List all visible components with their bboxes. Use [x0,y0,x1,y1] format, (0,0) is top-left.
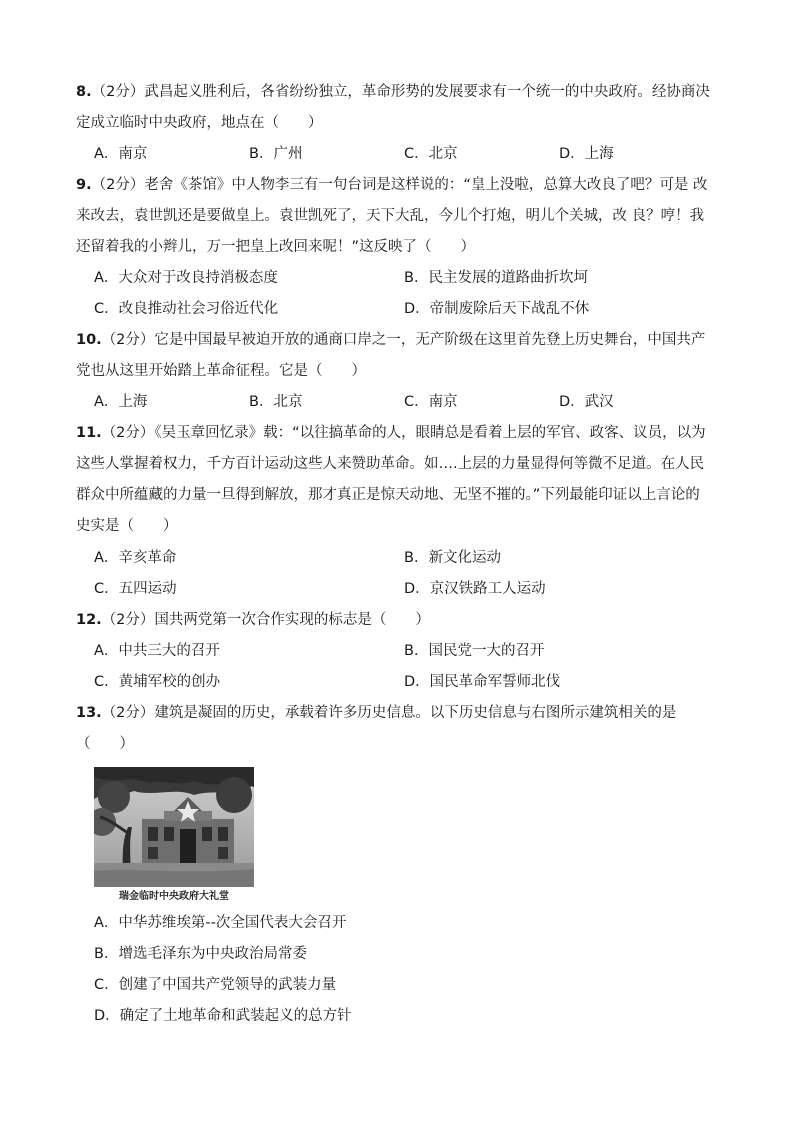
option-b[interactable]: B．广州 [249,146,303,162]
question-score: （2分） [101,425,155,441]
question-text-line: 还留着我的小辫儿，万一把皇上改回来呢！”这反映了（ ） [76,239,476,255]
option-b[interactable]: B．北京 [249,394,303,410]
options-8 [94,139,694,170]
question-text-line: 来改去，袁世凯还是要做皇上。袁世凯死了，天下大乱，今儿个打炮，明儿个关城，改 良？哼！我 [76,208,705,224]
option-c[interactable]: C．黄埔军校的创办 [94,674,221,690]
option-d[interactable]: D．确定了土地革命和武装起义的总方针 [94,1008,352,1024]
question-text-line: 党也从这里开始踏上革命征程。它是（ ） [76,363,366,379]
building-photo [94,767,254,887]
figure-caption: 瑞金临时中央政府大礼堂 [119,891,229,902]
question-text-line: 《吴玉章回忆录》载：“以往搞革命的人，眼睛总是看着上层的军官、政客、议员，以为 [154,425,706,441]
question-text-line: 这些人掌握着权力，千方百计运动这些人来赞助革命。如….上层的力量显得何等微不足道。在人民 [76,456,705,472]
question-text-line: 老舍《茶馆》中人物李三有一句台词是这样说的：“皇上没啦，总算大改良了吧？可是 改 [144,177,708,193]
question-score: （2分） [91,177,145,193]
options-12-row-2 [94,667,714,698]
option-a[interactable]: A．上海 [94,394,148,410]
question-text-line: 它是中国最早被迫开放的通商口岸之一，无产阶级在这里首先登上历史舞台，中国共产 [154,332,706,348]
question-text-line: 史实是（ ） [76,518,178,534]
options-9-row-2 [94,294,714,325]
option-a[interactable]: A．大众对于改良持消极态度 [94,270,278,286]
building-figure [94,767,254,907]
question-number: 8. [76,84,92,100]
option-b[interactable]: B．新文化运动 [404,550,501,566]
question-text-line: 群众中所蕴藏的力量一旦得到解放，那才真正是惊天动地、无坚不摧的。”下列最能印证以上言论的 [76,487,700,503]
options-12-row-1 [94,636,714,667]
option-b[interactable]: B．增选毛泽东为中央政治局常委 [94,946,307,962]
question-score: （2分） [101,332,155,348]
option-d[interactable]: D．帝制废除后天下战乱不休 [404,301,590,317]
question-10 [76,325,721,387]
option-c[interactable]: C．北京 [404,146,458,162]
option-a[interactable]: A．中共三大的召开 [94,643,220,659]
question-11 [76,418,721,542]
question-8 [76,77,721,139]
option-a[interactable]: A．南京 [94,146,148,162]
options-11-row-2 [94,574,714,605]
question-number: 12. [76,612,102,628]
option-a[interactable]: A．中华苏维埃第--次全国代表大会召开 [94,915,347,931]
option-c[interactable]: C．改良推动社会习俗近代化 [94,301,279,317]
question-number: 11. [76,425,102,441]
question-number: 13. [76,705,102,721]
option-b[interactable]: B．民主发展的道路曲折坎坷 [404,270,588,286]
option-d[interactable]: D．上海 [559,146,614,162]
question-score: （2分） [91,84,145,100]
option-c[interactable]: C．创建了中国共产党领导的武装力量 [94,977,337,993]
options-11-row-1 [94,543,714,574]
question-text-line: 国共两党第一次合作实现的标志是（ ） [154,612,430,628]
question-text-line: （ ） [76,736,134,752]
option-c[interactable]: C．南京 [404,394,458,410]
option-d[interactable]: D．武汉 [559,394,614,410]
question-text-line: 定成立临时中央政府，地点在（ ） [76,115,323,131]
options-9-row-1 [94,263,714,294]
question-text-line: 武昌起义胜利后，各省纷纷独立，革命形势的发展要求有一个统一的中央政府。经协商决 [144,84,710,100]
option-a[interactable]: A．辛亥革命 [94,550,177,566]
question-score: （2分） [101,705,155,721]
question-score: （2分） [101,612,155,628]
option-d[interactable]: D．国民革命军誓师北伐 [404,674,561,690]
question-text-line: 建筑是凝固的历史，承载着许多历史信息。以下历史信息与右图所示建筑相关的是 [154,705,677,721]
option-c[interactable]: C．五四运动 [94,581,177,597]
options-10 [94,387,694,418]
option-d[interactable]: D．京汉铁路工人运动 [404,581,546,597]
question-12 [76,605,721,636]
question-number: 9. [76,177,92,193]
question-13 [76,698,721,760]
question-number: 10. [76,332,102,348]
option-b[interactable]: B．国民党一大的召开 [404,643,545,659]
question-9 [76,170,721,263]
